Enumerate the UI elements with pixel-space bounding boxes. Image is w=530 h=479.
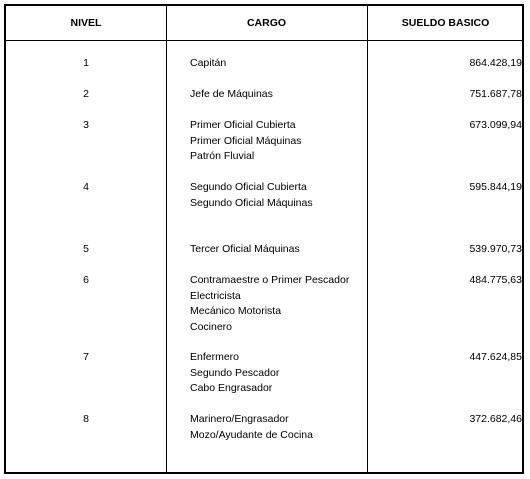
cargo-line: Marinero/Engrasador [190, 413, 289, 425]
nivel-cell: 4 [83, 181, 89, 193]
cargo-cell [190, 273, 365, 335]
header-nivel: NIVEL [70, 17, 102, 29]
cargo-line: Segundo Oficial Cubierta [190, 181, 307, 193]
sueldo-cell: 484.775,63 [469, 274, 522, 286]
cargo-line: Segundo Pescador [190, 366, 280, 379]
cargo-line: Segundo Oficial Máquinas [190, 196, 313, 209]
cargo-line: Mozo/Ayudante de Cocina [190, 428, 313, 441]
cargo-cell [190, 412, 365, 443]
header-divider [6, 40, 522, 41]
cargo-line: Electricista [190, 289, 241, 302]
nivel-cell: 5 [83, 243, 89, 255]
sueldo-cell: 372.682,46 [469, 413, 522, 425]
column-divider [367, 6, 368, 472]
nivel-cell: 8 [83, 413, 89, 425]
cargo-line: Cocinero [190, 320, 233, 333]
cargo-cell [190, 180, 365, 211]
cargo-cell [190, 242, 365, 258]
cargo-line: Jefe de Máquinas [190, 88, 273, 100]
salary-table [4, 4, 524, 474]
sueldo-cell: 447.624,85 [469, 351, 522, 363]
nivel-cell: 1 [83, 57, 89, 69]
cargo-cell [190, 87, 365, 103]
header-cargo: CARGO [246, 17, 287, 29]
column-divider [166, 6, 167, 472]
cargo-line: Contramaestre o Primer Pescador [190, 274, 350, 286]
sueldo-cell: 751.687,78 [469, 88, 522, 100]
sueldo-cell: 673.099,94 [469, 119, 522, 131]
nivel-cell: 3 [83, 119, 89, 131]
cargo-line: Primer Oficial Cubierta [190, 119, 296, 131]
cargo-line: Primer Oficial Máquinas [190, 134, 302, 147]
cargo-line: Enfermero [190, 351, 240, 363]
cargo-cell [190, 350, 365, 397]
nivel-cell: 2 [83, 88, 89, 100]
cargo-line: Cabo Engrasador [190, 382, 273, 394]
sueldo-cell: 864.428,19 [469, 57, 522, 69]
cargo-cell [190, 118, 365, 165]
sueldo-cell: 595.844,19 [469, 181, 522, 193]
sueldo-cell: 539.970,73 [469, 243, 522, 255]
cargo-line: Capitán [190, 57, 227, 69]
cargo-line: Patrón Fluvial [190, 150, 255, 162]
header-sueldo-basico: SUELDO BASICO [401, 17, 490, 29]
nivel-cell: 6 [83, 274, 89, 286]
cargo-cell [190, 56, 365, 72]
nivel-cell: 7 [83, 351, 89, 363]
cargo-line: Tercer Oficial Máquinas [190, 243, 300, 255]
cargo-line: Mecánico Motorista [190, 305, 282, 317]
